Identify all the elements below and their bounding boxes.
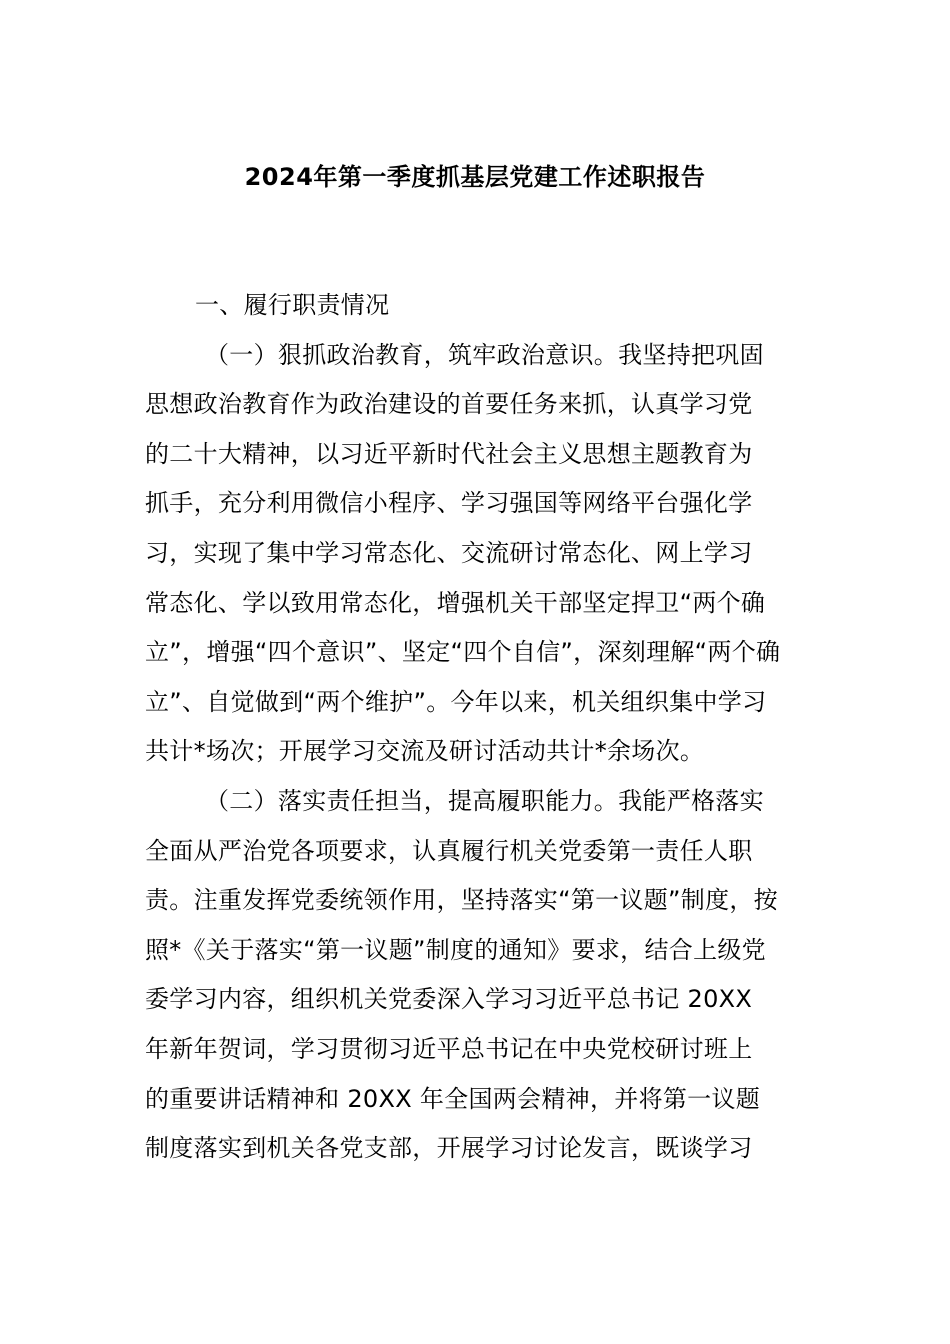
paragraph-line: 制度落实到机关各党支部，开展学习讨论发言，既谈学习: [145, 1134, 753, 1163]
paragraph-line: 常态化、学以致用常态化，增强机关干部坚定捍卫“两个确: [145, 588, 766, 617]
paragraph-line: 照*《关于落实“第一议题”制度的通知》要求，结合上级党: [145, 935, 766, 964]
document-title: 2024年第一季度抓基层党建工作述职报告: [244, 163, 706, 191]
paragraph-line: 立”，增强“四个意识”、坚定“四个自信”，深刻理解“两个确: [145, 638, 781, 667]
paragraph-line: 的重要讲话精神和 20XX 年全国两会精神，并将第一议题: [145, 1084, 761, 1113]
paragraph-line: 习，实现了集中学习常态化、交流研讨常态化、网上学习: [145, 538, 753, 567]
paragraph-line: 委学习内容，组织机关党委深入学习习近平总书记 20XX: [145, 985, 753, 1014]
paragraph-line: 责。注重发挥党委统领作用，坚持落实“第一议题”制度，按: [145, 886, 778, 915]
paragraph-line: 共计*场次；开展学习交流及研讨活动共计*余场次。: [145, 737, 705, 766]
section-heading: 一、履行职责情况: [195, 291, 390, 319]
document-body: [145, 281, 807, 1174]
paragraph-line: 年新年贺词，学习贯彻习近平总书记在中央党校研讨班上: [145, 1034, 753, 1063]
paragraph-line: 思想政治教育作为政治建设的首要任务来抓，认真学习党: [145, 390, 753, 419]
paragraph-line: 立”、自觉做到“两个维护”。今年以来，机关组织集中学习: [145, 687, 767, 716]
paragraph-line: 抓手，充分利用微信小程序、学习强国等网络平台强化学: [145, 489, 753, 518]
paragraph-line: （二）落实责任担当，提高履职能力。我能严格落实: [205, 786, 764, 815]
paragraph-line: （一）狠抓政治教育，筑牢政治意识。我坚持把巩固: [205, 340, 764, 369]
paragraph-line: 的二十大精神，以习近平新时代社会主义思想主题教育为: [145, 439, 753, 468]
paragraph-line: 全面从严治党各项要求，认真履行机关党委第一责任人职: [145, 836, 753, 865]
